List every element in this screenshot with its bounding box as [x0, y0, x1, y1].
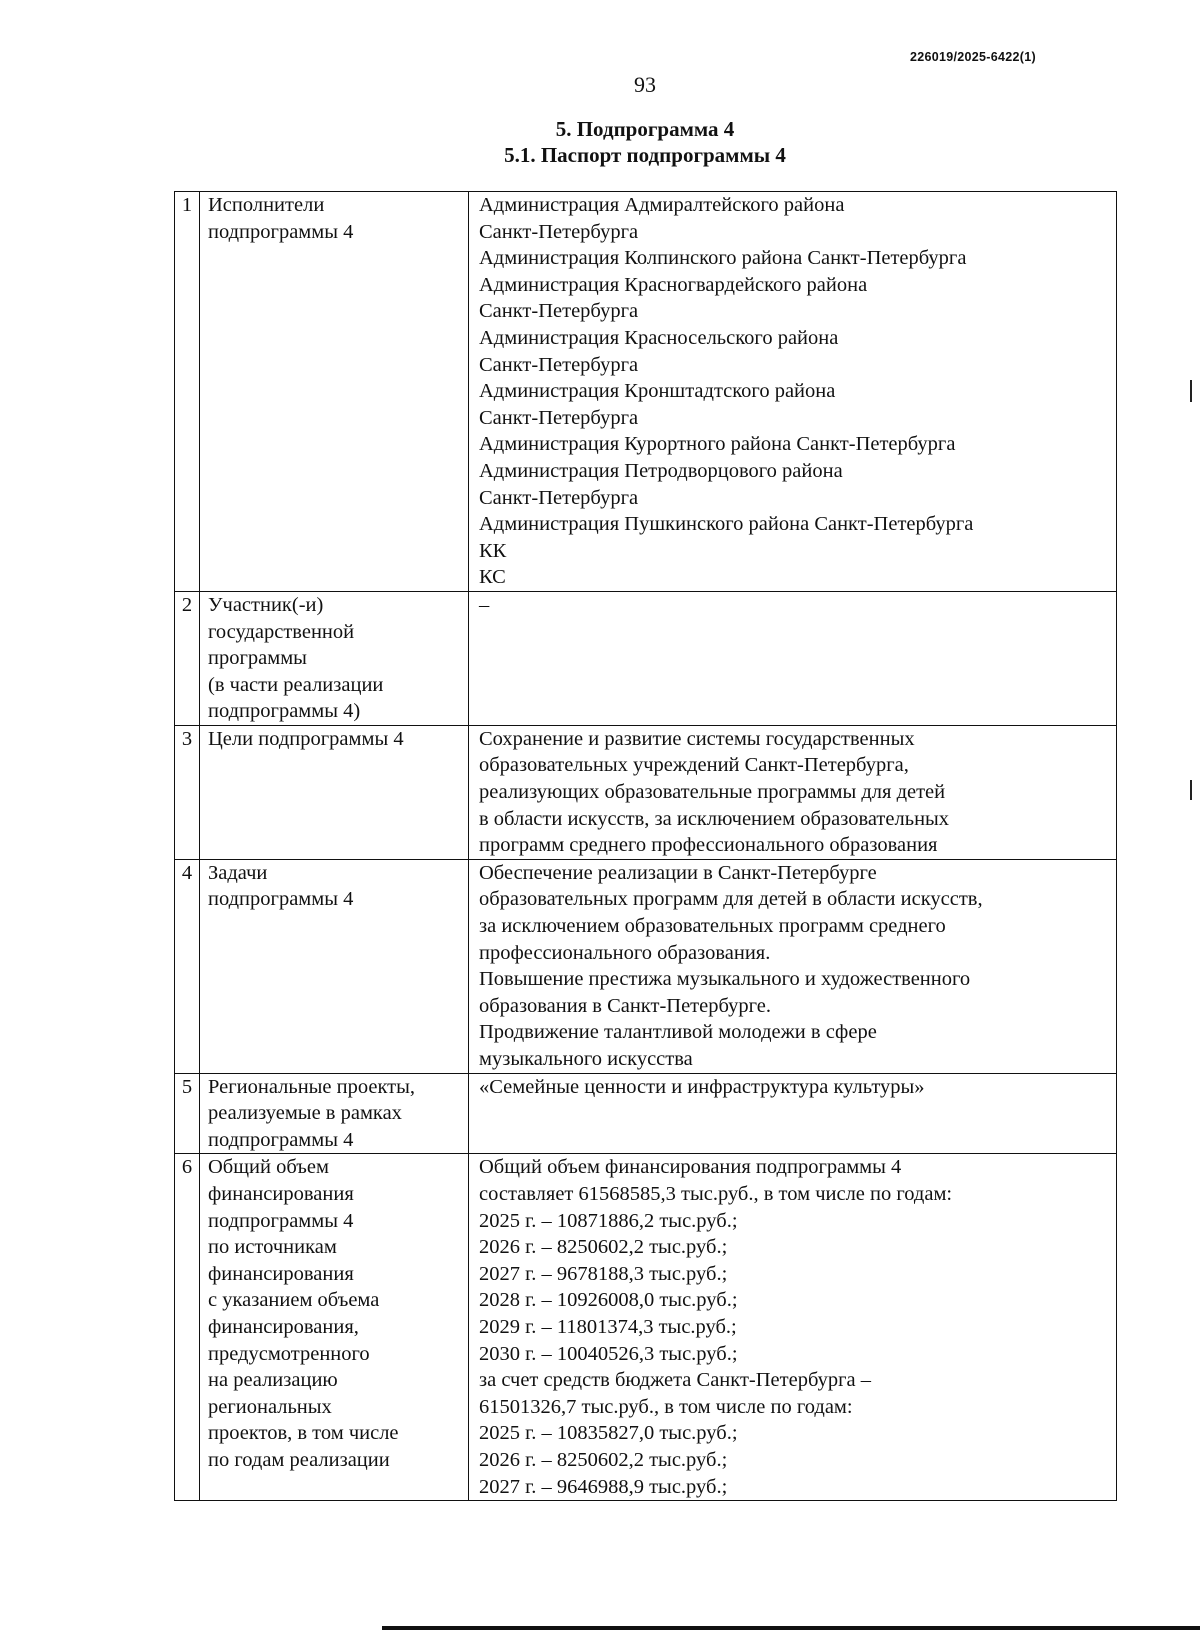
value-line: Администрация Петродворцового района [479, 459, 843, 482]
passport-row [175, 192, 1117, 592]
row-value [469, 1073, 1117, 1154]
page-number: 93 [634, 72, 656, 97]
section-title: 5. Подпрограмма 4 [555, 117, 735, 141]
value-line: 2028 г. – 10926008,0 тыс.руб.; [479, 1289, 738, 1312]
scan-artifact [1190, 780, 1192, 800]
value-line: 2026 г. – 8250602,2 тыс.руб.; [479, 1236, 728, 1259]
label-line: финансирования [208, 1262, 354, 1285]
row-number: 5 [175, 1073, 200, 1154]
value-line: Администрация Колпинского района Санкт-Петербурга [479, 247, 967, 270]
row-number: 4 [175, 859, 200, 1073]
label-line: подпрограммы 4 [208, 220, 354, 243]
label-line: подпрограммы 4 [208, 1209, 354, 1232]
passport-table-body [175, 192, 1117, 1501]
passport-row [175, 725, 1117, 859]
value-line: Санкт-Петербурга [479, 220, 639, 243]
passport-row [175, 1154, 1117, 1501]
label-line: на реализацию [208, 1369, 338, 1392]
label-line: по годам реализации [208, 1448, 390, 1471]
value-line: программ среднего профессионального образования [479, 834, 938, 857]
label-line: Участник(-и) [208, 593, 324, 616]
label-line: подпрограммы 4 [208, 888, 354, 911]
row-value [469, 859, 1117, 1073]
passport-row [175, 591, 1117, 725]
value-line: 2029 г. – 11801374,3 тыс.руб.; [479, 1315, 737, 1338]
row-number: 1 [175, 192, 200, 592]
label-line: Задачи [208, 861, 268, 884]
value-line: 2027 г. – 9678188,3 тыс.руб.; [479, 1262, 728, 1285]
row-label [200, 1073, 469, 1154]
value-line: КС [479, 566, 506, 589]
label-line: по источникам [208, 1236, 337, 1259]
label-line: финансирования [208, 1182, 354, 1205]
value-line: Продвижение талантливой молодежи в сфере [479, 1021, 877, 1044]
label-line: Исполнители [208, 194, 325, 216]
label-line: предусмотренного [208, 1342, 370, 1365]
value-line: Администрация Курортного района Санкт-Петербурга [479, 433, 956, 456]
value-line: реализующих образовательные программы для детей [479, 781, 946, 804]
row-label [200, 591, 469, 725]
label-line: программы [208, 647, 307, 670]
value-line: Общий объем финансирования подпрограммы 4 [479, 1156, 902, 1179]
value-line: – [479, 593, 490, 616]
value-line: составляет 61568585,3 тыс.руб., в том числе по годам: [479, 1182, 953, 1205]
value-line: образовательных программ для детей в области искусств, [479, 888, 983, 911]
label-line: региональных [208, 1395, 332, 1418]
value-line: Сохранение и развитие системы государственных [479, 727, 915, 750]
value-line: за счет средств бюджета Санкт-Петербурга – [479, 1369, 871, 1392]
row-value [469, 725, 1117, 859]
value-line: Санкт-Петербурга [479, 486, 639, 509]
label-line: государственной [208, 620, 355, 643]
label-line: подпрограммы 4) [208, 700, 361, 723]
value-line: Администрация Кронштадтского района [479, 380, 836, 403]
passport-table [174, 191, 1117, 1501]
row-label [200, 859, 469, 1073]
label-line: проектов, в том числе [208, 1422, 399, 1445]
value-line: Администрация Красносельского района [479, 326, 839, 349]
scan-artifact [1190, 380, 1192, 402]
label-line: с указанием объема [208, 1289, 380, 1312]
row-number: 3 [175, 725, 200, 859]
label-line: Региональные проекты, [208, 1075, 416, 1098]
value-line: за исключением образовательных программ среднего [479, 915, 946, 938]
value-line: Санкт-Петербурга [479, 353, 639, 376]
row-value [469, 591, 1117, 725]
value-line: Администрация Пушкинского района Санкт-Петербурга [479, 513, 974, 536]
row-value [469, 1154, 1117, 1501]
value-line: 2027 г. – 9646988,9 тыс.руб.; [479, 1475, 728, 1498]
row-label [200, 725, 469, 859]
value-line: Обеспечение реализации в Санкт-Петербурге [479, 861, 877, 884]
label-line: реализуемые в рамках [208, 1102, 402, 1125]
value-line: образования в Санкт-Петербурге. [479, 994, 772, 1017]
row-number: 6 [175, 1154, 200, 1501]
value-line: Санкт-Петербурга [479, 406, 639, 429]
value-line: Администрация Красногвардейского района [479, 273, 868, 296]
value-line: Санкт-Петербурга [479, 300, 639, 323]
value-line: «Семейные ценности и инфраструктура культуры» [479, 1075, 925, 1098]
passport-row [175, 1073, 1117, 1154]
section-subtitle: 5.1. Паспорт подпрограммы 4 [504, 143, 786, 167]
document-registration-number: 226019/2025-6422(1) [910, 50, 1036, 64]
row-label [200, 1154, 469, 1501]
value-line: профессионального образования. [479, 941, 771, 964]
label-line: Цели подпрограммы 4 [208, 727, 404, 750]
value-line: музыкального искусства [479, 1048, 693, 1070]
value-line: 2030 г. – 10040526,3 тыс.руб.; [479, 1342, 738, 1365]
label-line: Общий объем [208, 1156, 329, 1179]
row-label [200, 192, 469, 592]
value-line: КК [479, 539, 507, 562]
value-line: образовательных учреждений Санкт-Петербурга, [479, 754, 909, 777]
value-line: 2026 г. – 8250602,2 тыс.руб.; [479, 1448, 728, 1471]
value-line: 2025 г. – 10871886,2 тыс.руб.; [479, 1209, 738, 1232]
scan-bottom-edge [382, 1626, 1200, 1630]
passport-row [175, 859, 1117, 1073]
label-line: (в части реализации [208, 673, 384, 696]
value-line: 2025 г. – 10835827,0 тыс.руб.; [479, 1422, 738, 1445]
value-line: Повышение престижа музыкального и художественного [479, 968, 971, 991]
value-line: в области искусств, за исключением образовательных [479, 807, 950, 830]
value-line: 61501326,7 тыс.руб., в том числе по годам: [479, 1395, 853, 1418]
label-line: подпрограммы 4 [208, 1128, 354, 1151]
row-value [469, 192, 1117, 592]
label-line: финансирования, [208, 1315, 359, 1338]
value-line: Администрация Адмиралтейского района [479, 194, 845, 216]
row-number: 2 [175, 591, 200, 725]
